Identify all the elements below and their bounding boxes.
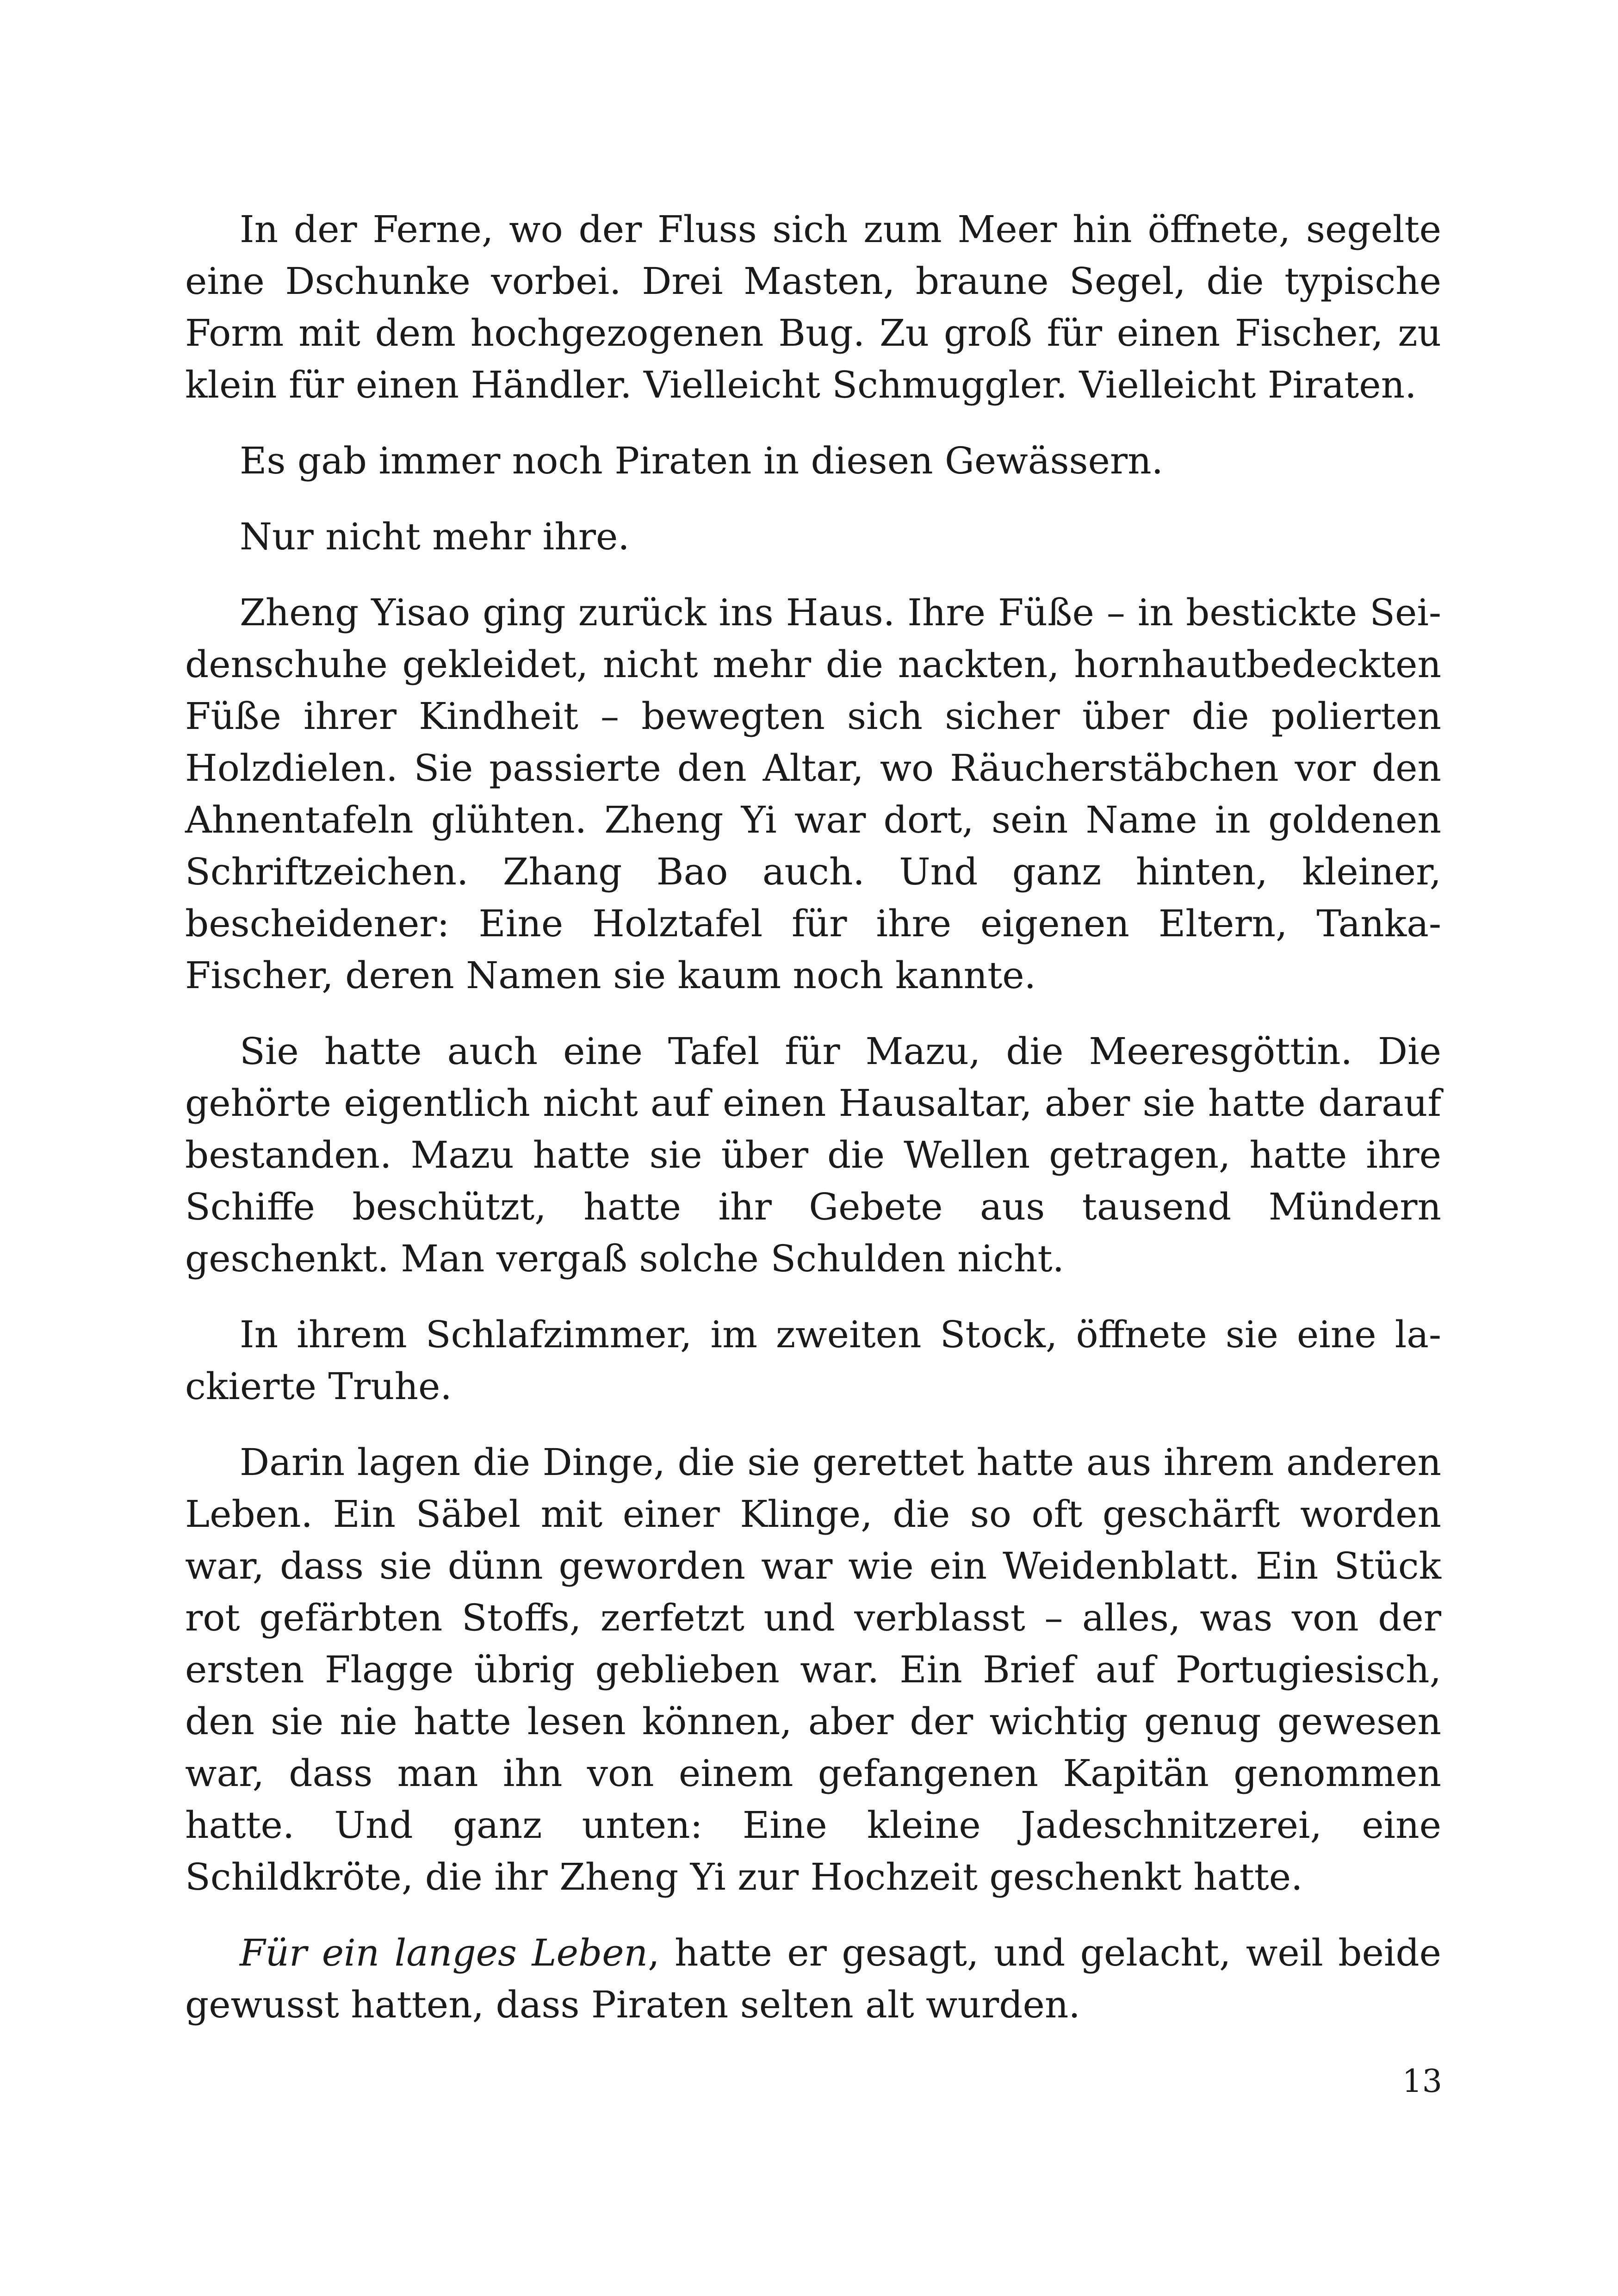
paragraph-8-rest: , hatte er gesagt, und gelacht, weil beide gewusst hatten, dass Piraten selten alt wurden. [185, 1931, 1441, 2026]
paragraph-5: Sie hatte auch eine Tafel für Mazu, die Meeresgöttin. Die gehörte eigentlich nicht auf einen Hausaltar, aber sie hatte darauf bestanden. Mazu hatte sie über die Wellen getragen, hatte ihre Schiffe beschützt, hatte ihr Gebete aus tausend Mündern geschenkt. Man vergaß solche Schulden nicht. [185, 1030, 1441, 1280]
paragraph-3: Nur nicht mehr ihre. [240, 515, 630, 558]
paragraph-6: In ihrem Schlafzimmer, im zweiten Stock, öffnete sie eine lackierte Truhe. [185, 1313, 1441, 1408]
paragraph-8 [185, 1927, 1441, 2031]
paragraph-2: Es gab immer noch Piraten in diesen Gewässern. [240, 439, 1164, 482]
paragraph-7: Darin lagen die Dinge, die sie gerettet hatte aus ihrem anderen Leben. Ein Säbel mit einer Klinge, die so oft geschärft worden war, dass sie dünn geworden war wie ein Weidenblatt. Ein Stück rot gefärbten Stoffs, zerfetzt und verblasst – alles, was von der ersten Flagge übrig geblieben war. Ein Brief auf Portugiesisch, den sie nie hatte lesen können, aber der wichtig genug gewesen war, dass man ihn von einem gefangenen Kapitän genommen hatte. Und ganz unten: Eine kleine Jadeschnitzerei, eine Schildkröte, die ihr Zheng Yi zur Hochzeit geschenkt hatte. [185, 1441, 1441, 1898]
italic-phrase: Für ein langes Leben [240, 1931, 648, 1974]
paragraph-1: In der Ferne, wo der Fluss sich zum Meer hin öffnete, segelte eine Dschunke vorbei. Drei Masten, braune Segel, die typische Form mit dem hochgezogenen Bug. Zu groß für einen Fischer, zu klein für einen Händler. Vielleicht Schmuggler. Vielleicht Piraten. [185, 208, 1441, 406]
paragraph-4: Zheng Yisao ging zurück ins Haus. Ihre Füße – in bestickte Seidenschuhe gekleidet, nicht mehr die nackten, hornhautbedeckten Füße ihrer Kindheit – bewegten sich sicher über die polierten Holzdielen. Sie passierte den Altar, wo Räucherstäbchen vor den Ahnentafeln glühten. Zheng Yi war dort, sein Name in goldenen Schriftzeichen. Zhang Bao auch. Und ganz hinten, kleiner, bescheidener: Eine Holztafel für ihre eigenen Eltern, Tanka-Fischer, deren Namen sie kaum noch kannte. [185, 591, 1441, 997]
body-text [185, 204, 1441, 2055]
page-number: 13 [1402, 2063, 1442, 2100]
